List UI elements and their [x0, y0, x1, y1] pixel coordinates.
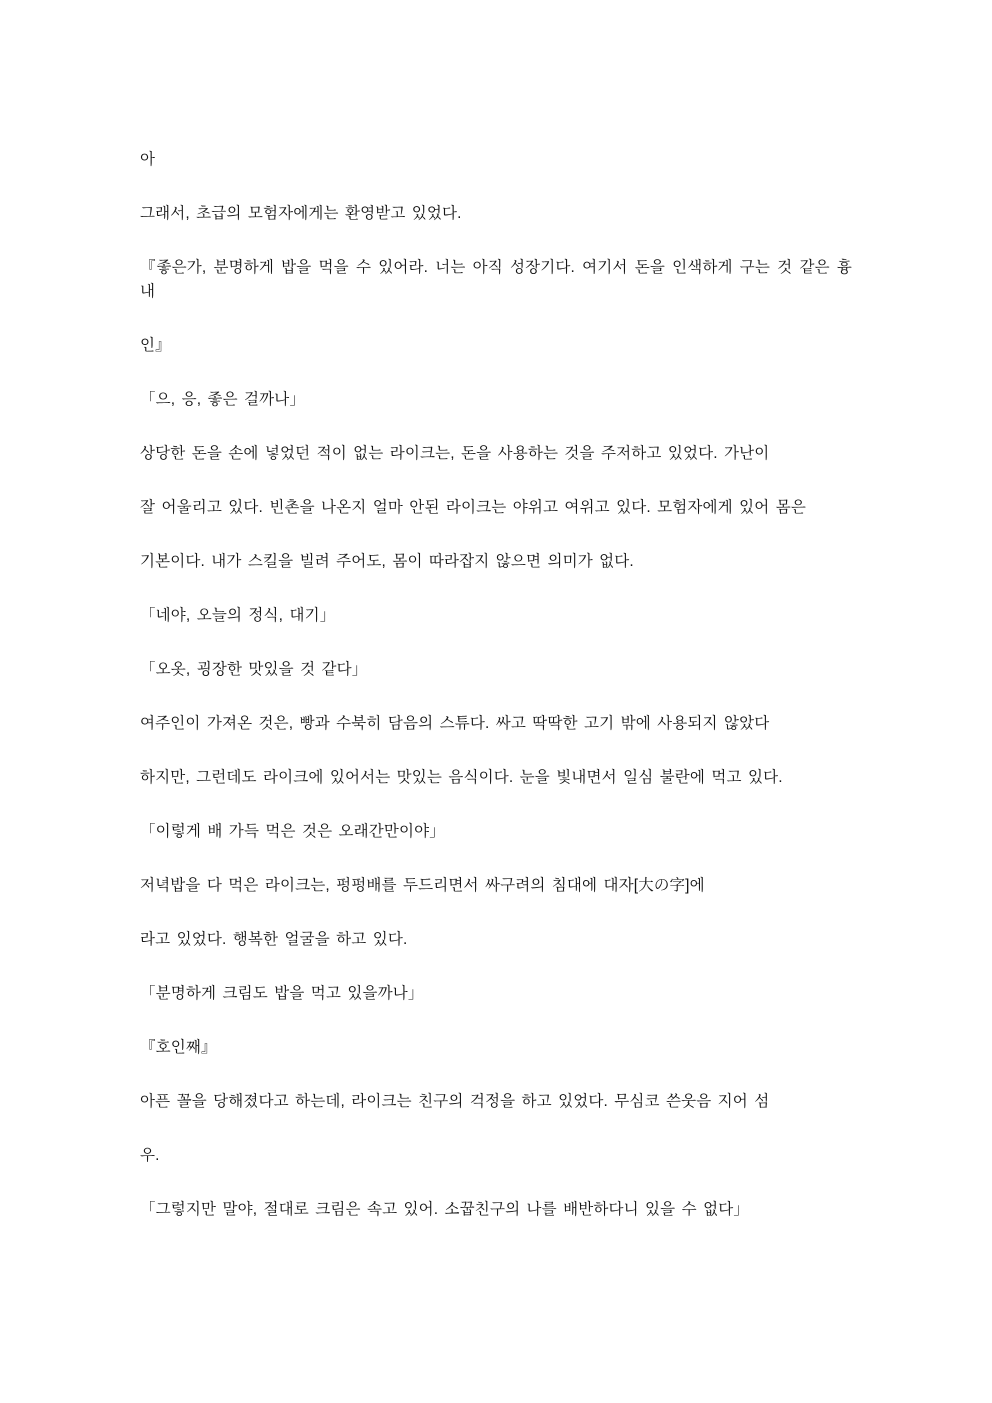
paragraph: 『호인째』: [140, 1039, 217, 1057]
paragraph: 저녁밥을 다 먹은 라이크는, 펑펑배를 두드리면서 싸구려의 침대에 대자[大の字]에: [140, 877, 705, 895]
paragraph: 여주인이 가져온 것은, 빵과 수북히 담음의 스튜다. 싸고 딱딱한 고기 밖에 사용되지 않았다: [140, 715, 770, 733]
paragraph: 『좋은가, 분명하게 밥을 먹을 수 있어라. 너는 아직 성장기다. 여기서 돈을 인색하게 구는 것 같은 흉내: [140, 259, 852, 301]
paragraph: 「으, 응, 좋은 걸까나」: [140, 391, 306, 409]
paragraph: 「분명하게 크림도 밥을 먹고 있을까나」: [140, 985, 424, 1003]
paragraph: 아: [140, 151, 156, 168]
paragraph: 상당한 돈을 손에 넣었던 적이 없는 라이크는, 돈을 사용하는 것을 주저하고 있었다. 가난이: [140, 445, 770, 463]
paragraph: 「오옷, 굉장한 맛있을 것 같다」: [140, 661, 368, 679]
paragraph: 우.: [140, 1147, 160, 1165]
paragraph: 「네야, 오늘의 정식, 대기」: [140, 607, 336, 625]
paragraph: 아픈 꼴을 당해졌다고 하는데, 라이크는 친구의 걱정을 하고 있었다. 무심코 쓴웃음 지어 섬: [140, 1093, 770, 1111]
paragraph: 하지만, 그런데도 라이크에 있어서는 맛있는 음식이다. 눈을 빛내면서 일심 불란에 먹고 있다.: [140, 769, 783, 787]
paragraph: 그래서, 초급의 모험자에게는 환영받고 있었다.: [140, 205, 462, 223]
paragraph: 라고 있었다. 행복한 얼굴을 하고 있다.: [140, 931, 408, 949]
document-body: [140, 148, 852, 1222]
paragraph: 「이렇게 배 가득 먹은 것은 오래간만이야」: [140, 823, 445, 841]
paragraph: 「그렇지만 말야, 절대로 크림은 속고 있어. 소꿉친구의 나를 배반하다니 있을 수 없다」: [140, 1201, 749, 1219]
paragraph: 잘 어울리고 있다. 빈촌을 나온지 얼마 안된 라이크는 야위고 여위고 있다. 모험자에게 있어 몸은: [140, 499, 806, 517]
paragraph: 인』: [140, 337, 171, 355]
paragraph: 기본이다. 내가 스킬을 빌려 주어도, 몸이 따라잡지 않으면 의미가 없다.: [140, 553, 634, 571]
